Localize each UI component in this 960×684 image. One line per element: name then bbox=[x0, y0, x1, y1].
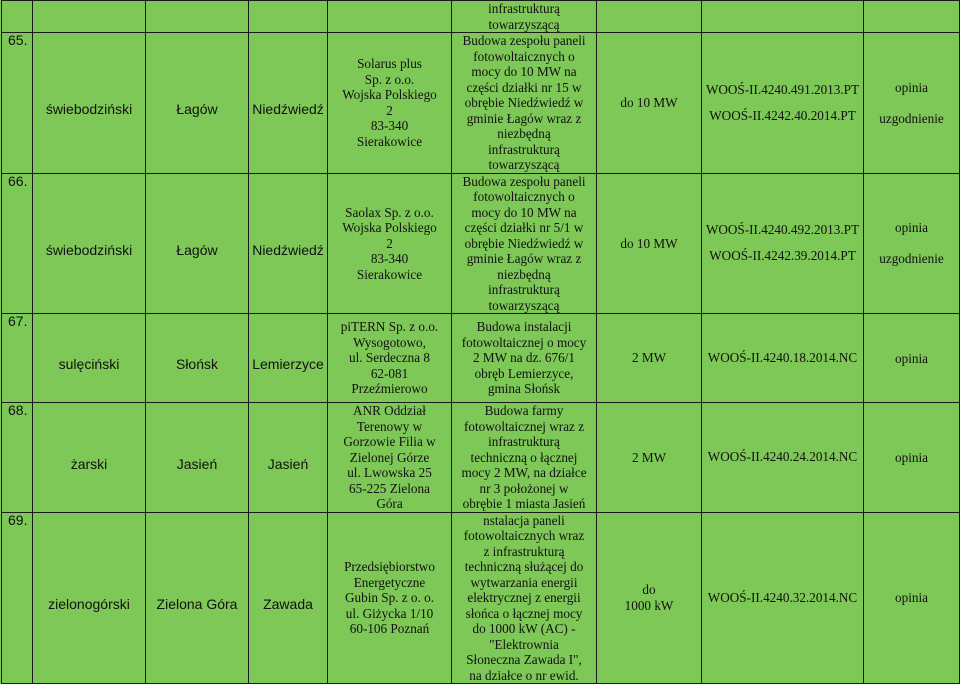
description-line: fotowoltaicznych o bbox=[473, 189, 575, 204]
description-cell bbox=[452, 403, 597, 513]
locality-cell bbox=[249, 1, 328, 33]
table-row bbox=[2, 1, 960, 33]
case-reference: WOOŚ-II.4240.24.2014.NC bbox=[707, 449, 858, 465]
description-line: do 1000 kW (AC) - bbox=[472, 621, 576, 636]
investor-line: 83-340 bbox=[370, 251, 409, 266]
investor-line: Sp. z o.o. bbox=[364, 71, 415, 87]
power-cell bbox=[597, 314, 702, 403]
commune-name: Słońsk bbox=[175, 356, 219, 373]
power-value: 1000 kW bbox=[624, 597, 674, 613]
locality-cell bbox=[249, 403, 328, 513]
investor-line: Sierakowice bbox=[356, 133, 423, 149]
locality-cell bbox=[249, 33, 328, 174]
power-cell bbox=[597, 512, 702, 684]
decision-type: opinia bbox=[895, 449, 928, 465]
investor-line: Energetyczne bbox=[353, 574, 426, 590]
decision-cell bbox=[864, 403, 960, 513]
description-line: Budowa zespołu paneli bbox=[462, 173, 586, 189]
case-reference: WOOŚ-II.4240.32.2014.NC bbox=[707, 589, 858, 605]
description-line: fotowoltaicznych wraz bbox=[463, 528, 585, 543]
description-line: Słoneczna Zawada I", bbox=[466, 652, 582, 667]
description-line: infrastrukturą bbox=[488, 434, 560, 449]
description-cell bbox=[452, 173, 597, 314]
description-cell bbox=[452, 1, 597, 33]
investor-cell bbox=[328, 512, 452, 684]
locality-name: Niedźwiedź bbox=[252, 241, 324, 258]
power-value: do 10 MW bbox=[620, 235, 678, 251]
table-row bbox=[2, 403, 960, 513]
decision-cell bbox=[864, 33, 960, 174]
description-line: obrębie 1 miasta Jasień bbox=[462, 496, 586, 511]
decisions-table bbox=[1, 0, 960, 684]
description-cell bbox=[452, 314, 597, 403]
investor-line: 2 bbox=[386, 235, 393, 251]
commune-name: Łagów bbox=[176, 101, 218, 117]
description-line: gminie Łagów wraz z bbox=[466, 110, 582, 126]
county-cell bbox=[33, 512, 146, 684]
locality-cell bbox=[249, 512, 328, 684]
decision-type: uzgodnienie bbox=[879, 251, 944, 267]
investor-line: Zielonej Górze bbox=[349, 449, 430, 465]
decision-type: opinia bbox=[895, 590, 928, 606]
description-line: niezbędną bbox=[497, 266, 551, 282]
investor-line: piTERN Sp. z o.o. bbox=[340, 319, 439, 335]
power-value: 2 MW bbox=[631, 350, 667, 366]
description-line: infrastrukturą bbox=[488, 282, 560, 297]
investor-line: Gubin Sp. z o. o. bbox=[344, 590, 434, 605]
row-number: 65. bbox=[8, 32, 28, 48]
case-reference: WOOŚ-II.4242.39.2014.PT bbox=[709, 248, 856, 264]
description-line: wytwarzania energii bbox=[470, 574, 578, 590]
description-line: obrębie Niedźwiedź w bbox=[464, 95, 584, 110]
decision-cell bbox=[864, 173, 960, 314]
decision-cell bbox=[864, 314, 960, 403]
commune-cell bbox=[146, 173, 249, 314]
row-number: 68. bbox=[8, 402, 28, 418]
row-number-cell bbox=[2, 512, 33, 684]
power-cell bbox=[597, 173, 702, 314]
row-number-cell bbox=[2, 173, 33, 314]
description-line: obrębie Niedźwiedź w bbox=[464, 235, 584, 251]
description-line: techniczną o łącznej bbox=[470, 449, 578, 465]
investor-line: Terenowy w bbox=[356, 418, 423, 434]
table-row bbox=[2, 512, 960, 684]
decision-cell bbox=[864, 512, 960, 684]
investor-line: ul. Lwowska 25 bbox=[347, 465, 432, 480]
description-line: infrastrukturą bbox=[488, 1, 560, 16]
county-cell bbox=[33, 33, 146, 174]
investor-cell bbox=[328, 173, 452, 314]
description-line: części działki nr 15 w bbox=[466, 79, 582, 95]
investor-line: Wojska Polskiego bbox=[342, 220, 437, 235]
case-reference-cell bbox=[702, 33, 864, 174]
case-reference-cell bbox=[702, 1, 864, 33]
description-line: niezbędną bbox=[497, 126, 551, 141]
description-line: "Elektrownia bbox=[489, 636, 559, 652]
commune-name: Łagów bbox=[176, 241, 218, 258]
commune-cell bbox=[146, 403, 249, 513]
description-line: Budowa zespołu paneli bbox=[462, 33, 586, 48]
description-line: na działce o nr ewid. bbox=[469, 667, 579, 683]
table-body bbox=[2, 1, 960, 684]
power-value: do bbox=[642, 582, 656, 598]
power-cell bbox=[597, 33, 702, 174]
decision-type: opinia bbox=[895, 79, 928, 95]
commune-cell bbox=[146, 512, 249, 684]
county-name: żarski bbox=[70, 455, 108, 472]
description-cell bbox=[452, 512, 597, 684]
description-line: infrastrukturą bbox=[488, 141, 560, 157]
row-number: 67. bbox=[8, 313, 28, 329]
commune-cell bbox=[146, 33, 249, 174]
investor-line: Gorzowie Filia w bbox=[343, 434, 436, 449]
case-reference: WOOŚ-II.4240.491.2013.PT bbox=[705, 81, 860, 97]
investor-line: Przeźmierowo bbox=[351, 381, 428, 397]
locality-name: Niedźwiedź bbox=[252, 101, 324, 117]
description-line: mocy do 10 MW na bbox=[471, 64, 577, 79]
description-line: nr 3 położonej w bbox=[479, 480, 569, 496]
description-line: części działki nr 5/1 w bbox=[464, 220, 584, 235]
case-reference-cell bbox=[702, 314, 864, 403]
investor-line: Wojska Polskiego bbox=[342, 87, 437, 103]
table-row bbox=[2, 314, 960, 403]
investor-cell bbox=[328, 1, 452, 33]
locality-name: Jasień bbox=[267, 455, 309, 472]
commune-cell bbox=[146, 1, 249, 33]
description-cell bbox=[452, 33, 597, 174]
table-row bbox=[2, 173, 960, 314]
commune-cell bbox=[146, 314, 249, 403]
row-number-cell bbox=[2, 1, 33, 33]
row-number-cell bbox=[2, 314, 33, 403]
commune-name: Zielona Góra bbox=[156, 596, 238, 612]
locality-name: Zawada bbox=[263, 596, 313, 612]
case-reference: WOOŚ-II.4240.18.2014.NC bbox=[707, 350, 858, 365]
description-line: Budowa farmy bbox=[484, 403, 564, 418]
locality-name: Lemierzyce bbox=[252, 356, 324, 373]
investor-cell bbox=[328, 314, 452, 403]
investor-line: 62-081 bbox=[370, 365, 409, 381]
description-line: nstalacja paneli bbox=[483, 512, 565, 528]
investor-line: ul. Serdeczna 8 bbox=[349, 350, 430, 366]
investor-line: 83-340 bbox=[370, 118, 409, 134]
description-line: towarzyszącą bbox=[488, 297, 560, 313]
commune-name: Jasień bbox=[176, 455, 218, 472]
investor-line: Solarus plus bbox=[357, 56, 422, 72]
case-reference-cell bbox=[702, 173, 864, 314]
power-value: do 10 MW bbox=[620, 95, 678, 110]
description-line: słońca o łącznej mocy bbox=[465, 605, 583, 621]
investor-line: Wysogotowo, bbox=[353, 334, 426, 350]
case-reference-cell bbox=[702, 403, 864, 513]
case-reference: WOOŚ-II.4242.40.2014.PT bbox=[709, 107, 856, 123]
description-line: fotowoltaicznej wraz z bbox=[463, 418, 585, 434]
case-reference: WOOŚ-II.4240.492.2013.PT bbox=[705, 222, 860, 238]
county-cell bbox=[33, 173, 146, 314]
row-number-cell bbox=[2, 403, 33, 513]
county-name: świebodziński bbox=[45, 101, 133, 117]
row-number: 66. bbox=[8, 173, 28, 189]
description-line: mocy 2 MW, na działce bbox=[461, 465, 587, 480]
locality-cell bbox=[249, 173, 328, 314]
description-line: 2 MW na dz. 676/1 bbox=[473, 350, 575, 366]
investor-cell bbox=[328, 33, 452, 174]
description-line: fotowoltaicznych o bbox=[473, 48, 575, 64]
power-cell bbox=[597, 403, 702, 513]
description-line: mocy do 10 MW na bbox=[471, 204, 577, 220]
row-number-cell bbox=[2, 33, 33, 174]
table-row bbox=[2, 33, 960, 174]
county-name: zielonogórski bbox=[48, 596, 130, 612]
locality-cell bbox=[249, 314, 328, 403]
description-line: gminie Łagów wraz z bbox=[466, 251, 582, 266]
description-line: elektrycznej z energii bbox=[467, 590, 581, 605]
row-number: 69. bbox=[8, 512, 28, 528]
investor-line: ul. Giżycka 1/10 bbox=[345, 605, 434, 621]
description-line: Budowa instalacji bbox=[476, 319, 572, 335]
power-cell bbox=[597, 1, 702, 33]
investor-line: Sierakowice bbox=[356, 266, 423, 282]
decision-cell bbox=[864, 1, 960, 33]
description-line: towarzyszącą bbox=[488, 157, 560, 172]
description-line: obręb Lemierzyce, bbox=[474, 365, 574, 381]
investor-cell bbox=[328, 403, 452, 513]
description-line: z infrastrukturą bbox=[483, 543, 565, 559]
investor-line: 60-106 Poznań bbox=[349, 621, 430, 636]
county-cell bbox=[33, 1, 146, 33]
description-line: fotowoltaicznej o mocy bbox=[461, 334, 587, 350]
investor-line: Przedsiębiorstwo bbox=[344, 559, 435, 574]
investor-line: 2 bbox=[386, 102, 393, 118]
description-line: towarzyszącą bbox=[488, 16, 560, 32]
investor-line: Saolax Sp. z o.o. bbox=[345, 204, 434, 220]
description-line: gmina Słońsk bbox=[487, 381, 561, 397]
county-cell bbox=[33, 403, 146, 513]
description-line: techniczną służącej do bbox=[464, 559, 584, 574]
case-reference-cell bbox=[702, 512, 864, 684]
county-name: świebodziński bbox=[45, 241, 133, 258]
investor-line: ANR Oddział bbox=[353, 403, 426, 418]
county-name: sulęciński bbox=[58, 356, 120, 373]
decision-type: uzgodnienie bbox=[879, 110, 944, 126]
investor-line: 65-225 Zielona bbox=[349, 480, 430, 496]
county-cell bbox=[33, 314, 146, 403]
decision-type: opinia bbox=[895, 220, 928, 236]
decision-type: opinia bbox=[895, 350, 928, 366]
investor-line: Góra bbox=[376, 496, 403, 511]
power-value: 2 MW bbox=[631, 449, 667, 465]
